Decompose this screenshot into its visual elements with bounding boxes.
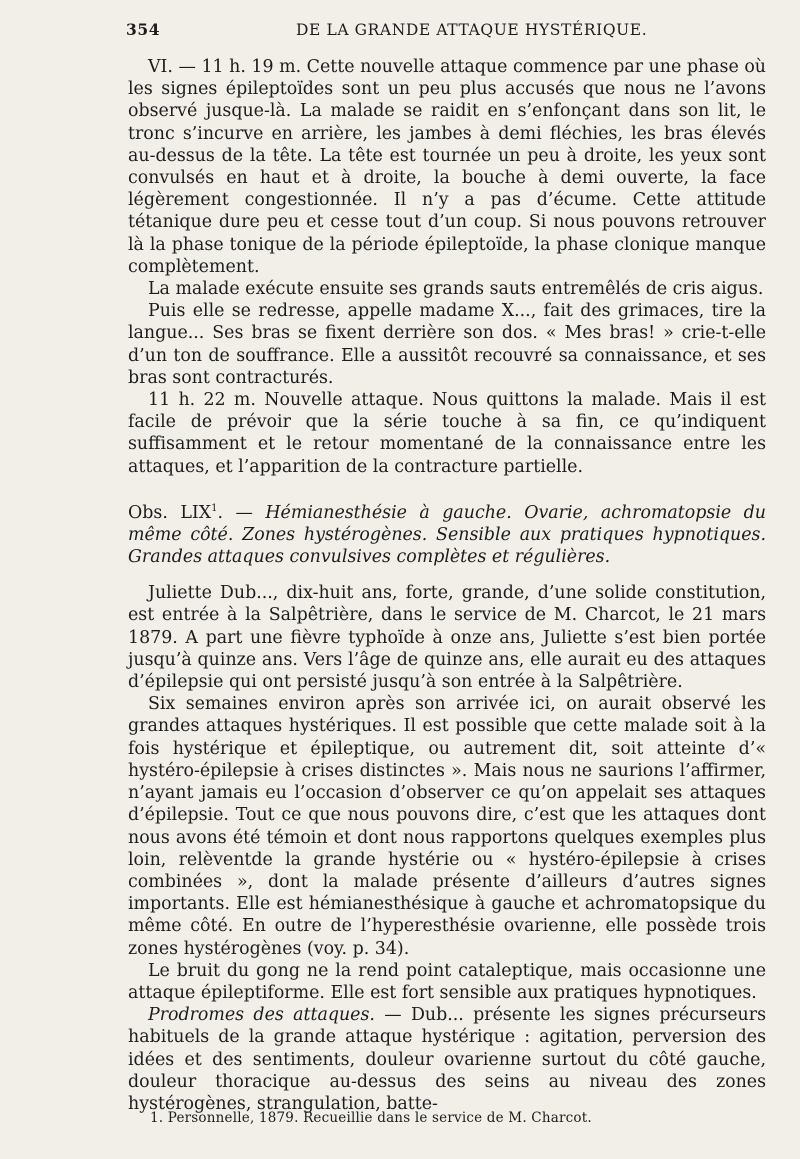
footnote-mark: 1 (211, 502, 218, 514)
paragraph: Le bruit du gong ne la rend point cataleptique, mais occasionne une attaque épileptiforme. Elle est fort sensible aux pratiques hypnotiques. (128, 960, 766, 1003)
observation-title: Hémianesthésie à gauche. Ovarie, achromatopsie du même côté. Zones hystérogènes. Sensible aux pratiques hypnotiques. Grandes attaques convulsives complètes et régulières. (128, 502, 766, 568)
paragraph: Six semaines environ après son arrivée ici, on aurait observé les grandes attaques hystériques. Il est possible que cette malade soit à la fois hystérique et épileptique, ou autrement dit, soit atteinte d’« hystéro-épilepsie à crises distinctes ». Mais nous ne saurions l’affirmer, n’ayant jamais eu l’occasion d’observer ce qu’on appelait ses attaques d’épilepsie. Tout ce que nous pouvons dire, c’est que les attaques dont nous avons été témoin et dont nous rapportons quelques exemples plus loin, relèventde la grande hystérie ou « hystéro-épilepsie à crises combinées », dont la malade présente d’ailleurs d’autres signes importants. Elle est hémianesthésique à gauche et achromatopsique du même côté. En outre de l’hyperesthésie ovarienne, elle possède trois zones hystérogènes (voy. p. 34). (128, 694, 766, 959)
footnote: 1. Personnelle, 1879. Recueillie dans le service de M. Charcot. (150, 1110, 592, 1126)
prodromes-text: — Dub... présente les signes précurseurs habituels de la grande attaque hystérique : agitation, perversion des idées et des sentiments, douleur ovarienne surtout du côté gauche, douleur thoracique au-dessus des seins au niveau des zones hystérogènes, strangulation, batte- (128, 1005, 766, 1114)
observation-heading (128, 498, 766, 568)
observation-label: Obs. LIX (128, 502, 212, 523)
paragraph: Puis elle se redresse, appelle madame X..., fait des grimaces, tire la langue... Ses bras se fixent derrière son dos. « Mes bras! » crie-t-elle d’un ton de souffrance. Elle a aussitôt recouvré sa connaissance, et ses bras sont contracturés. (128, 301, 766, 388)
paragraph: VI. — 11 h. 19 m. Cette nouvelle attaque commence par une phase où les signes épileptoïdes sont un peu plus accusés que nous ne l’avons observé jusque-là. La malade se raidit en s’enfonçant dans son lit, le tronc s’incurve en arrière, les jambes à demi fléchies, les bras élevés au-dessus de la tête. La tête est tournée un peu à droite, les yeux sont convulsés en haut et à droite, la bouche à demi ouverte, la face légèrement congestionnée. Il n’y a pas d’écume. Cette attitude tétanique dure peu et cesse tout d’un coup. Si nous pouvons retrouver là la phase tonique de la période épileptoïde, la phase clonique manque complètement. (128, 57, 766, 277)
observation-dash: . — (217, 502, 266, 523)
section-gap (128, 478, 766, 498)
page-header (128, 20, 766, 56)
page-number: 354 (126, 20, 161, 39)
prodromes-title: Prodromes des attaques. (148, 1005, 375, 1026)
running-title: DE LA GRANDE ATTAQUE HYSTÉRIQUE. (296, 21, 648, 39)
prodromes-paragraph (128, 1004, 766, 1115)
paragraph: 11 h. 22 m. Nouvelle attaque. Nous quittons la malade. Mais il est facile de prévoir que la série touche à sa fin, ce qu’indiquent suffisamment et le retour momentané de la connaissance entre les attaques, et l’apparition de la contracture partielle. (128, 390, 766, 477)
body-text (128, 56, 766, 1115)
paragraph: La malade exécute ensuite ses grands sauts entremêlés de cris aigus. (148, 279, 764, 300)
paragraph: Juliette Dub..., dix-huit ans, forte, grande, d’une solide constitution, est entrée à la Salpêtrière, dans le service de M. Charcot, le 21 mars 1879. A part une fièvre typhoïde à onze ans, Juliette s’est bien portée jusqu’à quinze ans. Vers l’âge de quinze ans, elle aurait eu des attaques d’épilepsie qui ont persisté jusqu’à son entrée à la Salpêtrière. (128, 583, 766, 693)
